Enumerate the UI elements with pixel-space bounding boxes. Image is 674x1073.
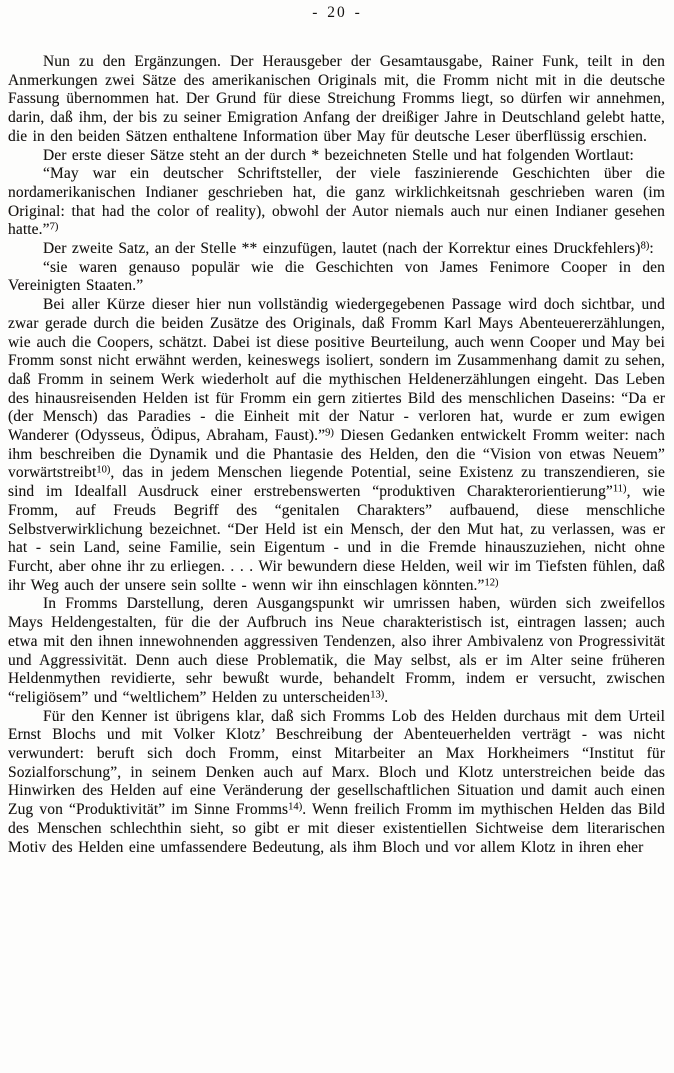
paragraph: [8, 165, 665, 240]
paragraph: [8, 595, 665, 707]
paragraph: [8, 240, 665, 259]
paragraph: [8, 53, 665, 147]
text-run: In Fromms Darstellung, deren Ausgangspunkt wir umrissen haben, würden sich zweifellos Mays Heldengestalten, für die der Aufbruch ins Neue charakteristisch ist, eintragen lassen; auch etwa mit den ihnen innewohnenden aggressiven Tendenzen, also ihrer Ambivalenz von Progressivität und Aggressivität. Denn auch diese Problematik, die May selbst, als er im Alter seine früheren Heldenmythen revidierte, sehr bewußt wurde, behandelt Fromm, indem er versucht, zwischen “religiösem” und “weltlichem” Helden zu unterscheiden: [8, 595, 665, 706]
text-run: Bei aller Kürze dieser hier nun vollständig wiedergegebenen Passage wird doch sichtbar, und zwar gerade durch die beiden Zusätze des Originals, daß Fromm Karl Mays Abenteuererzählungen, wie auch die Coopers, schätzt. Dabei ist diese positive Beurteilung, auch wenn Cooper und May bei Fromm sonst nicht erwähnt werden, keineswegs isoliert, sondern im Zusammenhang damit zu sehen, daß Fromm in seinem Werk wiederholt auf die mythischen Heldenerzählungen eingeht. Das Leben des hinausreisenden Helden ist für Fromm ein gern zitiertes Bild des menschlichen Daseins: “Da er (der Mensch) das Paradies - die Einheit mit der Natur - verloren hat, wurde er zum ewigen Wanderer (Odysseus, Ödipus, Abraham, Faust).”: [8, 296, 665, 445]
text-run: .: [384, 688, 389, 706]
text-run: . Wenn freilich Fromm im mythischen Helden das Bild des Menschen schlechthin sieht, so gibt er mit dieser existentiellen Sichtweise dem literarischen Motiv des Helden eine umfassendere Bedeutung, als ihm Bloch und vor allem Klotz in ihren eher: [8, 801, 665, 856]
text-run: , das in jedem Menschen liegende Potential, seine Existenz zu transzendieren, sie sind im Idealfall Ausdruck einer erstrebenswerten “produktiven Charakterorientierung”: [8, 464, 665, 501]
text-run: , wie Fromm, auf Freuds Begriff des “genitalen Charakters” aufbauend, diese menschliche Selbstverwirklichung bezeichnet. “Der Held ist ein Mensch, der den Mut hat, zu verlassen, was er hat - sein Land, seine Familie, sein Eigentum - und in die Fremde hinauszuziehen, nicht ohne Furcht, aber ohne ihr zu erliegen. . . . Wir bewundern diese Helden, weil wir im Tiefsten fühlen, daß ihr Weg auch der unsere sein sollte - wenn wir ihn einschlagen könnten.”: [8, 483, 665, 594]
footnote-reference: 14): [288, 801, 303, 813]
paragraph: [8, 259, 665, 296]
text-run: Für den Kenner ist übrigens klar, daß sich Fromms Lob des Helden durchaus mit dem Urteil Ernst Blochs und mit Volker Klotz’ Beschreibung der Abenteuerhelden verträgt - was nicht verwundert: beruft sich doch Fromm, einst Mitarbeiter an Max Horkheimers “Institut für Sozialforschung”, in seinem Denken auch auf Marx. Bloch und Klotz unterstreichen beide das Hinwirken des Helden auf eine Veränderung der gesellschaftlichen Situation und damit auch einen Zug von “Produktivität” im Sinne Fromms: [8, 707, 665, 819]
footnote-reference: 7): [49, 221, 59, 233]
footnote-reference: 12): [484, 576, 499, 588]
text-run: “May war ein deutscher Schriftsteller, der viele faszinierende Geschichten über die nordamerikanischen Indianer geschrieben hat, die ganz wirklichkeitsnah geschrieben waren (im Original: that had the color of reality), obwohl der Autor niemals auch nur einen Indianer gesehen hatte.”: [8, 165, 665, 239]
text-run: Der erste dieser Sätze steht an der durch * bezeichneten Stelle und hat folgenden Wortlaut:: [43, 146, 634, 164]
text-run: Diesen Gedanken entwickelt Fromm weiter: nach ihm beschreiben die Dynamik und die Phantasie des Helden, den die “Vision von etwas Neuem” vorwärtstreibt: [8, 427, 665, 482]
page-number: - 20 -: [312, 4, 362, 21]
footnote-reference: 11): [612, 483, 627, 495]
text-run: Nun zu den Ergänzungen. Der Herausgeber der Gesamtausgabe, Rainer Funk, teilt in den Anmerkungen zwei Sätze des amerikanischen Originals mit, die Fromm nicht mit in die deutsche Fassung übernommen hat. Der Grund für diese Streichung Fromms liegt, so dürfen wir annehmen, darin, daß ihm, der bis zu seiner Emigration Anfang der dreißiger Jahre in Deutschland gelebt hatte, die in den beiden Sätzen enthaltene Information über May für deutsche Leser überflüssig erschien.: [8, 53, 665, 145]
footnote-reference: 13): [370, 689, 385, 701]
paragraph: [8, 296, 665, 595]
text-run: :: [649, 240, 654, 258]
paragraph: [8, 147, 665, 166]
paragraph: [8, 708, 665, 858]
footnote-reference: 10): [96, 464, 111, 476]
footnote-reference: 9): [325, 427, 334, 439]
footnote-reference: 8): [640, 240, 650, 252]
page-body: [0, 53, 674, 857]
text-run: Der zweite Satz, an der Stelle ** einzufügen, lautet (nach der Korrektur eines Druckfehlers): [43, 240, 641, 258]
text-run: “sie waren genauso populär wie die Geschichten von James Fenimore Cooper in den Vereinigten Staaten.”: [8, 258, 665, 295]
